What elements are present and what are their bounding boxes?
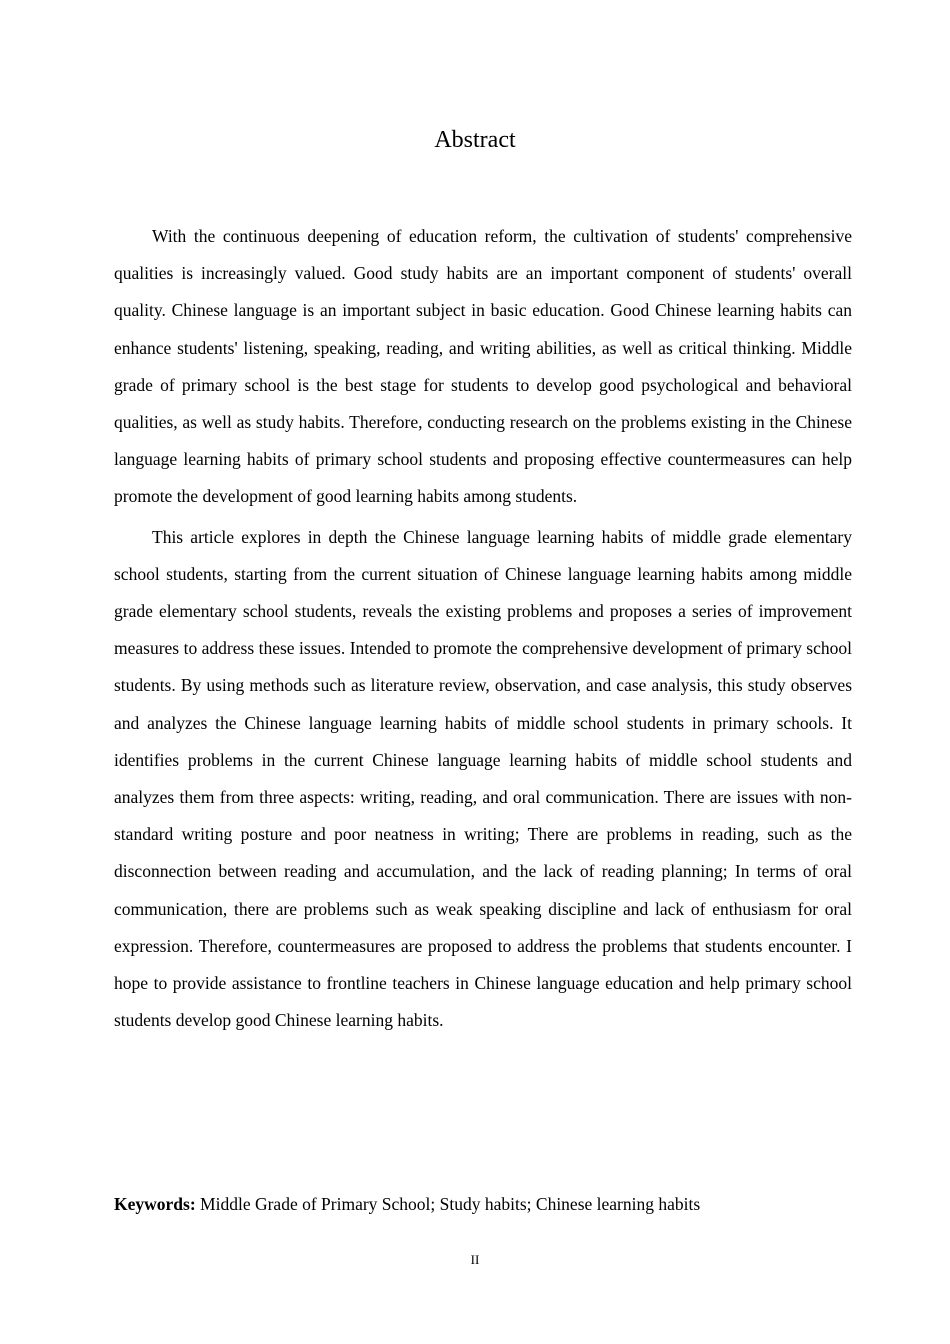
keywords-line [114,1189,852,1219]
abstract-body [114,218,852,1042]
page-number: II [470,1252,480,1267]
abstract-paragraph-2: This article explores in depth the Chinese language learning habits of middle grade elementary school students, starting from the current situation of Chinese language learning habits among middle grade elementary school students, reveals the existing problems and proposes a series of improvement measures to address these issues. Intended to promote the comprehensive development of primary school students. By using methods such as literature review, observation, and case analysis, this study observes and analyzes the Chinese language learning habits of middle school students in primary schools. It identifies problems in the current Chinese language learning habits of middle school students and analyzes them from three aspects: writing, reading, and oral communication. There are issues with non-standard writing posture and poor neatness in writing; There are problems in reading, such as the disconnection between reading and accumulation, and the lack of reading planning; In terms of oral communication, there are problems such as weak speaking discipline and lack of enthusiasm for oral expression. Therefore, countermeasures are proposed to address the problems that students encounter. I hope to provide assistance to frontline teachers in Chinese language education and help primary school students develop good Chinese learning habits. [114,526,852,1031]
keywords-label: Keywords: [114,1194,196,1214]
abstract-paragraph-1: With the continuous deepening of education reform, the cultivation of students' comprehensive qualities is increasingly valued. Good study habits are an important component of students' overall quality. Chinese language is an important subject in basic education. Good Chinese learning habits can enhance students' listening, speaking, reading, and writing abilities, as well as critical thinking. Middle grade of primary school is the best stage for students to develop good psychological and behavioral qualities, as well as study habits. Therefore, conducting research on the problems existing in the Chinese language learning habits of primary school students and proposing effective countermeasures can help promote the development of good learning habits among students. [114,226,852,507]
keywords-text: Middle Grade of Primary School; Study habits; Chinese learning habits [200,1194,701,1214]
abstract-title: Abstract [434,127,516,153]
